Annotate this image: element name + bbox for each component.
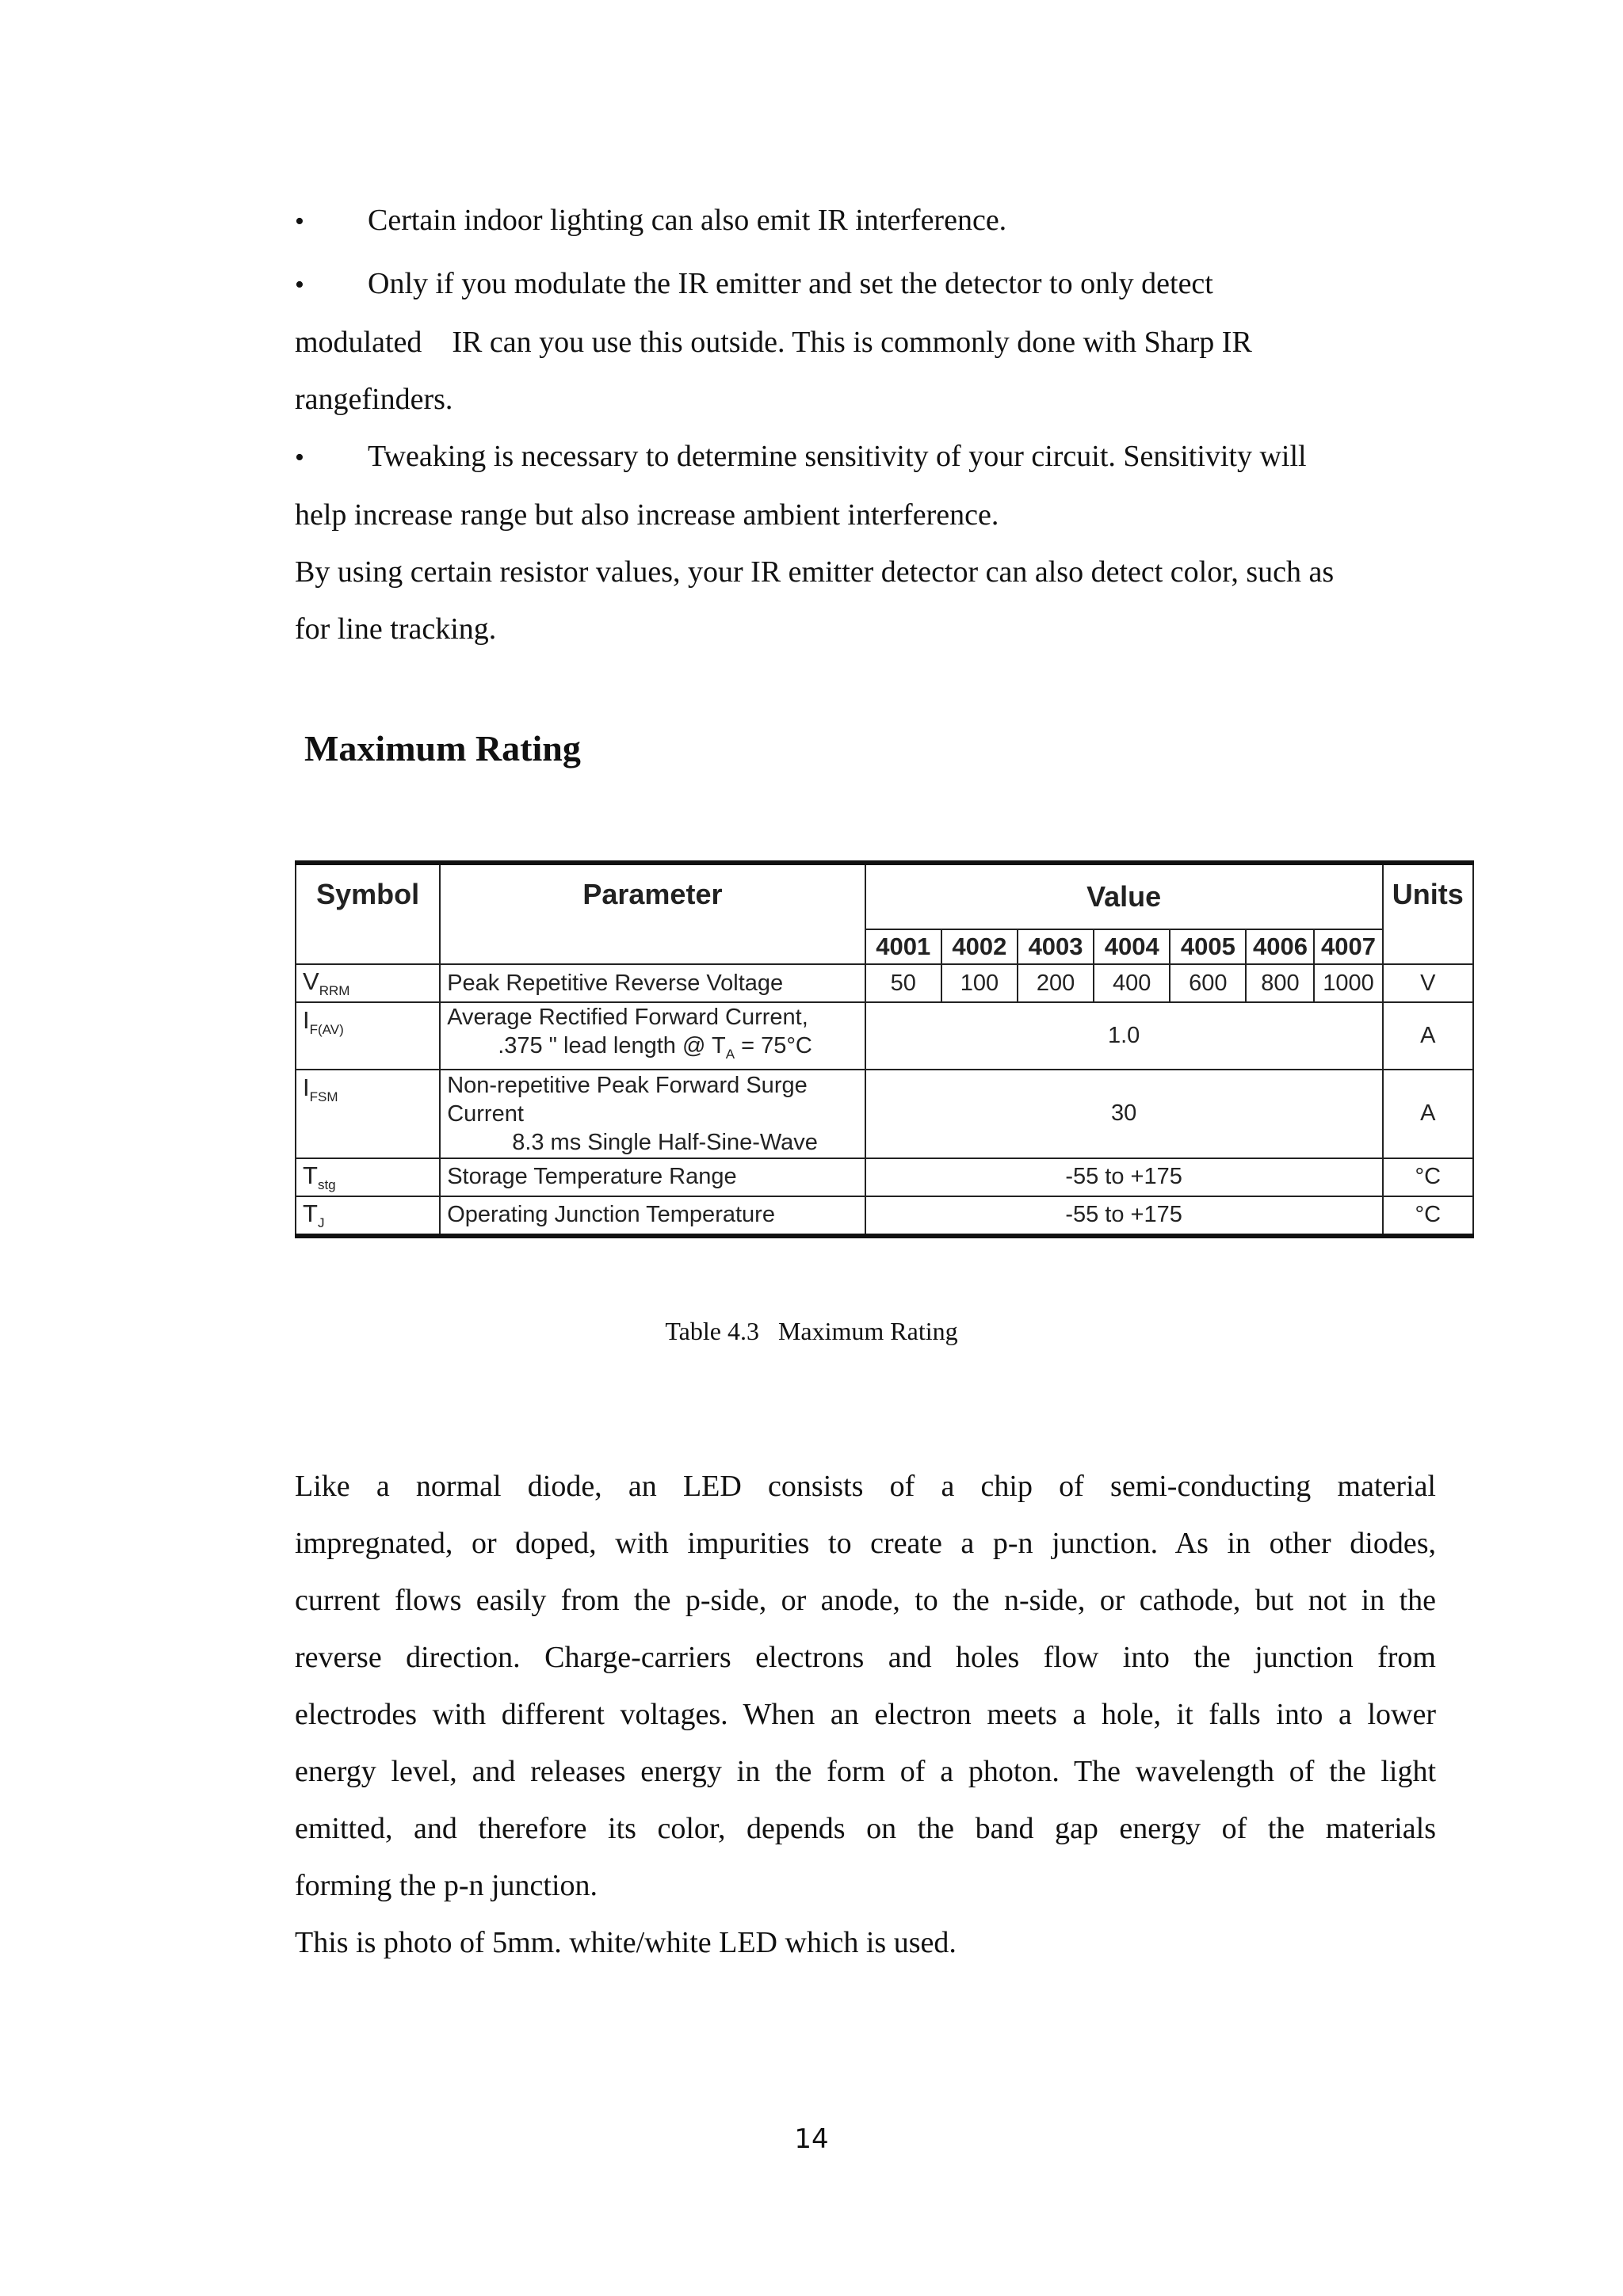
paragraph-line: emitted, and therefore its color, depends on the band gap energy of the materials	[295, 1812, 1436, 1845]
bullet-continuation: modulated IR can you use this outside. This is commonly done with Sharp IR	[295, 326, 1252, 359]
parameter-cell: Storage Temperature Range	[440, 1158, 865, 1196]
page-number: 14	[794, 2123, 829, 2155]
value-cell: 50	[865, 964, 941, 1002]
paragraph-line: for line tracking.	[295, 612, 497, 646]
model-header: 4006	[1246, 929, 1314, 964]
model-header: 4004	[1094, 929, 1170, 964]
paragraph-led	[295, 1458, 1436, 1971]
bullet-item-1	[295, 192, 1436, 250]
table-row-tstg	[296, 1158, 1473, 1196]
unit-cell: A	[1383, 1070, 1473, 1158]
parameter-cell: Non-repetitive Peak Forward Surge Current 8.3 ms Single Half-Sine-Wave	[440, 1070, 865, 1158]
value-cell: 800	[1246, 964, 1314, 1002]
paragraph-line: forming the p-n junction.	[295, 1869, 598, 1902]
bullet-marker: •	[295, 443, 304, 472]
paragraph-line: impregnated, or doped, with impurities to create a p-n junction. As in other diodes,	[295, 1527, 1436, 1560]
parameter-cell: Peak Repetitive Reverse Voltage	[440, 964, 865, 1002]
header-value: Value	[865, 863, 1383, 929]
unit-cell: °C	[1383, 1158, 1473, 1196]
paragraph-line: This is photo of 5mm. white/white LED which is used.	[295, 1926, 957, 1959]
symbol-cell: $T_{stg}$	[296, 1158, 440, 1196]
header-parameter: Parameter	[440, 863, 865, 964]
parameter-cell: Average Rectified Forward Current, .375 " lead length @ $T_A = 75^\circ C$	[440, 1002, 865, 1070]
model-header: 4007	[1314, 929, 1382, 964]
parameter-cell: Operating Junction Temperature	[440, 1196, 865, 1236]
bullet-text: Tweaking is necessary to determine sensitivity of your circuit. Sensitivity will	[368, 440, 1307, 473]
header-units: Units	[1383, 863, 1473, 964]
value-cell: 1.0	[865, 1002, 1383, 1070]
value-cell: 200	[1018, 964, 1094, 1002]
table-row-ifsm	[296, 1070, 1473, 1158]
model-header: 4003	[1018, 929, 1094, 964]
unit-cell: °C	[1383, 1196, 1473, 1236]
paragraph-line: reverse direction. Charge-carriers electrons and holes flow into the junction from	[295, 1641, 1436, 1674]
section-heading: Maximum Rating	[304, 728, 581, 769]
paragraph-line: By using certain resistor values, your IR emitter detector can also detect color, such as	[295, 555, 1335, 589]
value-cell: -55 to +175	[865, 1158, 1383, 1196]
table-row-tj	[296, 1196, 1473, 1236]
unit-cell: A	[1383, 1002, 1473, 1070]
value-cell: 1000	[1314, 964, 1382, 1002]
bullet-marker: •	[295, 207, 304, 236]
bullet-item-3	[295, 428, 1436, 486]
bullet-item-2	[295, 255, 1436, 314]
max-rating-table	[295, 860, 1474, 1238]
table-header-row	[296, 863, 1473, 929]
symbol-cell: $I_{FSM}$	[296, 1070, 440, 1158]
bullet-text: Only if you modulate the IR emitter and set the detector to only detect	[368, 267, 1213, 300]
paragraph-line: current flows easily from the p-side, or anode, to the n-side, or cathode, but not in the	[295, 1584, 1436, 1617]
header-symbol: Symbol	[296, 863, 440, 964]
symbol-cell: $I_{F(AV)}$	[296, 1002, 440, 1070]
model-header: 4002	[941, 929, 1018, 964]
model-header: 4001	[865, 929, 941, 964]
value-cell: 30	[865, 1070, 1383, 1158]
paragraph-line: electrodes with different voltages. When an electron meets a hole, it falls into a lower	[295, 1698, 1436, 1731]
bullet-continuation: help increase range but also increase ambient interference.	[295, 498, 999, 532]
table-row-ifav	[296, 1002, 1473, 1070]
value-cell: 100	[941, 964, 1018, 1002]
value-cell: -55 to +175	[865, 1196, 1383, 1236]
bullet-marker: •	[295, 270, 304, 299]
paragraph-line: energy level, and releases energy in the form of a photon. The wavelength of the light	[295, 1755, 1436, 1788]
value-cell: 600	[1170, 964, 1246, 1002]
symbol-cell: $T_J$	[296, 1196, 440, 1236]
bullet-text: Certain indoor lighting can also emit IR interference.	[368, 204, 1007, 237]
bullet-list	[295, 192, 1436, 658]
table-caption: Table 4.3 Maximum Rating	[665, 1317, 958, 1345]
paragraph-line: Like a normal diode, an LED consists of a chip of semi-conducting material	[295, 1470, 1436, 1503]
symbol-cell: $V_{RRM}$	[296, 964, 440, 1002]
bullet-continuation: rangefinders.	[295, 383, 453, 416]
unit-cell: V	[1383, 964, 1473, 1002]
model-header: 4005	[1170, 929, 1246, 964]
value-cell: 400	[1094, 964, 1170, 1002]
table-row-vrrm	[296, 964, 1473, 1002]
